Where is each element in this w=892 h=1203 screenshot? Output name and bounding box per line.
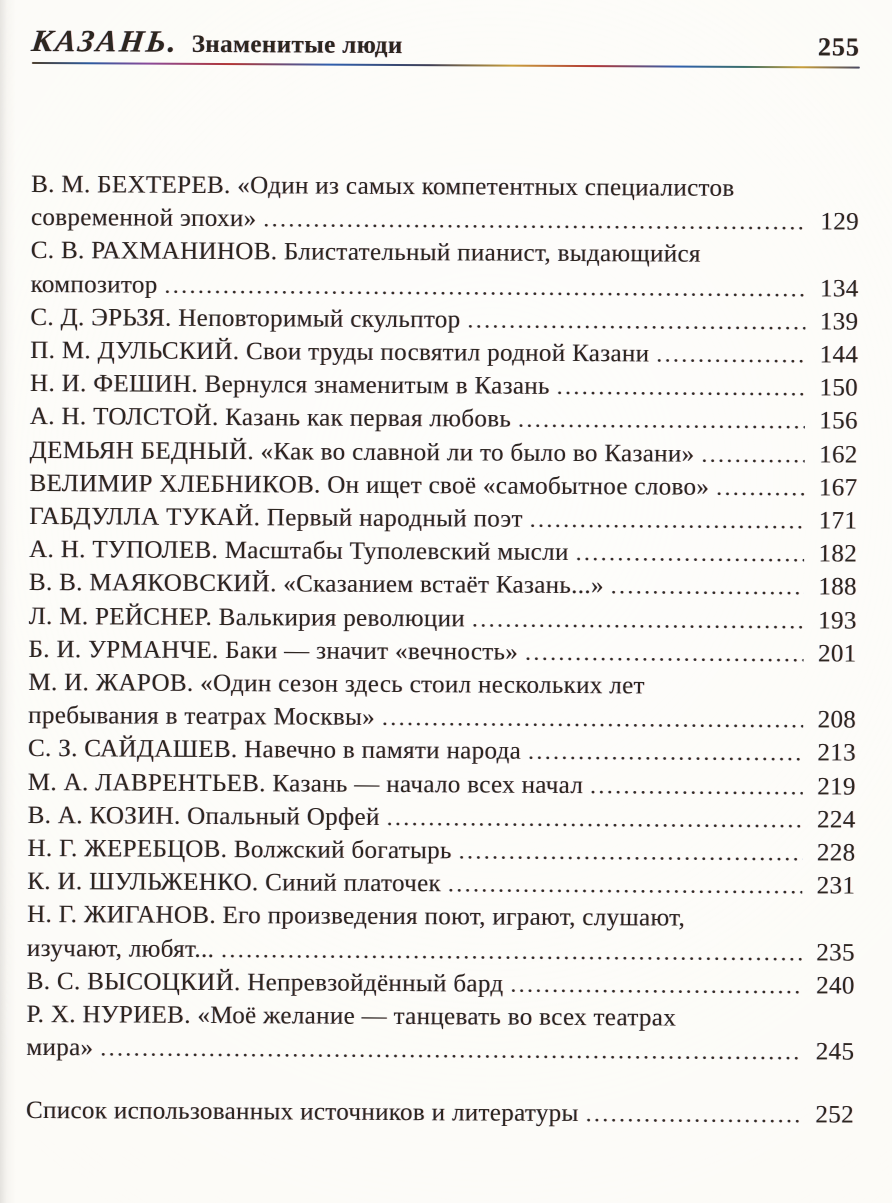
toc-entry-line [28,732,856,770]
toc-title-text: композитор [30,270,158,299]
toc-entry-line [28,699,856,737]
toc-title-text: В. А. КОЗИН. Опальный Орфей [27,801,380,831]
toc-entry-line [30,367,858,405]
toc-entry-line [27,865,855,903]
toc-entry-line [29,533,857,571]
dot-leader [530,503,805,538]
toc-title-text: А. Н. ТУПОЛЕВ. Масштабы Туполевский мысли [29,536,569,567]
toc-entry [30,367,858,405]
toc-entry [29,633,857,671]
dot-leader [590,769,803,803]
toc-title-text: изучают, любят... [26,934,215,963]
toc-entry [27,965,855,1003]
header-running-title [29,22,403,61]
bibliography-entry [26,1094,854,1132]
toc-entry [27,865,855,903]
dot-leader [448,868,802,903]
toc-entry-line [27,832,855,870]
toc-page-number: 228 [816,839,856,867]
toc-entry-line [26,1031,854,1069]
toc-title-text: ВЕЛИМИР ХЛЕБНИКОВ. Он ищет своё «самобытное слово» [29,469,710,501]
toc-entry-line [30,400,858,438]
toc-entry-line [31,201,859,239]
toc-entry [31,234,859,305]
toc-page-number: 231 [816,872,856,900]
dot-leader [586,1098,801,1132]
toc-entry [29,533,857,571]
toc-page-number: 235 [816,939,855,967]
toc-title-text: В. М. БЕХТЕРЕВ. «Один из самых компетентных специалистов [31,170,735,202]
toc-entry-line [31,268,859,306]
book-brand-kazan: КАЗАНЬ. [29,22,182,59]
toc-entry-line [30,334,858,372]
page-number: 255 [817,32,861,62]
table-of-contents [26,168,859,1069]
toc-entry [28,766,856,804]
toc-title-text: мира» [26,1034,94,1062]
dot-leader [611,570,804,604]
dot-leader [467,303,805,338]
toc-page-number: 252 [815,1101,855,1130]
toc-title-text: Л. М. РЕЙСНЕР. Валькирия революции [28,602,466,633]
dot-leader [164,268,805,305]
toc-title-text: пребывания в театрах Москвы» [28,702,376,732]
toc-entry [28,799,856,837]
toc-title-text: Н. Г. ЖИГАНОВ. Его произведения поют, играют, слушают, [27,901,686,933]
toc-entry-line [27,965,855,1003]
toc-entry [27,832,855,870]
toc-page-number: 156 [819,407,858,435]
toc-title-text: Н. Г. ЖЕРЕБЦОВ. Волжский богатырь [27,835,452,865]
bibliography-section [26,1094,854,1132]
toc-entry [30,434,858,472]
toc-page-number: 167 [818,474,858,502]
toc-entry-line [28,766,856,804]
toc-page-number: 188 [818,573,858,602]
toc-entry [28,666,856,737]
toc-title-text: С. Д. ЭРЬЗЯ. Неповторимый скульптор [30,303,461,334]
toc-entry [30,400,858,438]
toc-page-number: 224 [817,806,856,834]
dot-leader [472,602,804,637]
toc-entry-line [28,666,856,704]
toc-entry-line [29,500,857,538]
toc-page-number: 129 [820,208,860,236]
toc-entry-line [31,234,859,272]
toc-title-text: А. Н. ТОЛСТОЙ. Казань как первая любовь [29,403,512,434]
dot-leader [576,536,805,570]
toc-page-number: 193 [818,606,857,635]
toc-page-number: 182 [818,540,858,568]
toc-entry [30,301,858,339]
toc-entry [29,566,857,604]
toc-title-text: В. С. ВЫСОЦКИЙ. Непревзойдённый бард [26,967,504,998]
toc-page-number: 213 [817,739,857,768]
toc-page-number: 162 [819,440,858,469]
dot-leader [528,735,803,770]
toc-title-text: Н. И. ФЕШИН. Вернулся знаменитым в Казань [30,370,550,401]
dot-leader [100,1032,801,1069]
dot-leader [382,701,803,737]
toc-title-text: М. И. ЖАРОВ. «Один сезон здесь стоил нескольких лет [28,668,645,700]
header-rule [32,62,860,69]
toc-page-number: 219 [817,773,856,801]
toc-title-text: ДЕМЬЯН БЕДНЫЙ. «Как во славной ли то было во Казани» [29,436,695,468]
toc-title-text: ГАБДУЛЛА ТУКАЙ. Первый народный поэт [29,502,523,533]
toc-entry-line [29,600,857,638]
toc-entry [26,998,854,1069]
toc-title-text: К. И. ШУЛЬЖЕНКО. Синий платочек [27,868,442,898]
toc-title-text: В. В. МАЯКОВСКИЙ. «Сказанием встаёт Казань...» [28,569,604,600]
toc-entry-line [27,898,855,936]
toc-entry [29,500,857,538]
dot-leader [387,801,803,837]
dot-leader [701,437,804,471]
dot-leader [557,370,805,405]
toc-page-number: 134 [819,274,859,303]
toc-title-text: С. В. РАХМАНИНОВ. Блистательный пианист, выдающийся [30,237,701,269]
toc-title-text: М. А. ЛАВРЕНТЬЕВ. Казань — начало всех начал [27,768,584,799]
toc-entry-line [29,467,857,505]
dot-leader [518,403,805,438]
toc-title-text: П. М. ДУЛЬСКИЙ. Свои труды посвятил родной Казани [30,336,650,368]
header-section-title: Знаменитые люди [191,30,403,60]
dot-leader [716,471,804,505]
toc-page-number: 208 [817,706,857,734]
toc-page-number: 201 [817,640,857,668]
toc-title-text: Б. И. УРМАНЧЕ. Баки — значит «вечность» [28,635,519,666]
toc-entry [29,467,857,505]
dot-leader [221,933,802,969]
bibliography-entry-line [26,1094,854,1132]
toc-title-text: современной эпохи» [30,204,257,233]
toc-entry [29,600,857,638]
dot-leader [263,202,806,238]
dot-leader [459,834,803,869]
toc-title-text: Р. Х. НУРИЕВ. «Моё желание — танцевать во всех театрах [26,1001,677,1032]
toc-entry-line [28,799,856,837]
toc-page-number: 240 [816,972,855,1000]
toc-entry [28,732,856,770]
toc-page-number: 171 [818,507,858,535]
toc-page-number: 245 [815,1038,855,1066]
toc-title-text: Список использованных источников и литературы [25,1097,579,1128]
dot-leader [525,636,804,671]
toc-entry-line [27,932,855,970]
toc-entry [31,168,859,239]
toc-entry-line [29,566,857,604]
toc-entry [30,334,858,372]
toc-title-text: С. З. САЙДАШЕВ. Навечно в памяти народа [27,735,522,766]
toc-page-number: 144 [819,341,859,369]
toc-entry-line [26,998,854,1036]
toc-entry-line [30,301,858,339]
toc-page-number: 139 [819,308,859,336]
toc-entry-line [30,434,858,472]
page-header [29,0,861,64]
toc-entry-line [29,633,857,671]
dot-leader [656,337,805,371]
toc-entry [27,898,855,969]
toc-page-number: 150 [819,374,859,402]
dot-leader [510,968,801,1003]
toc-entry-line [31,168,859,206]
